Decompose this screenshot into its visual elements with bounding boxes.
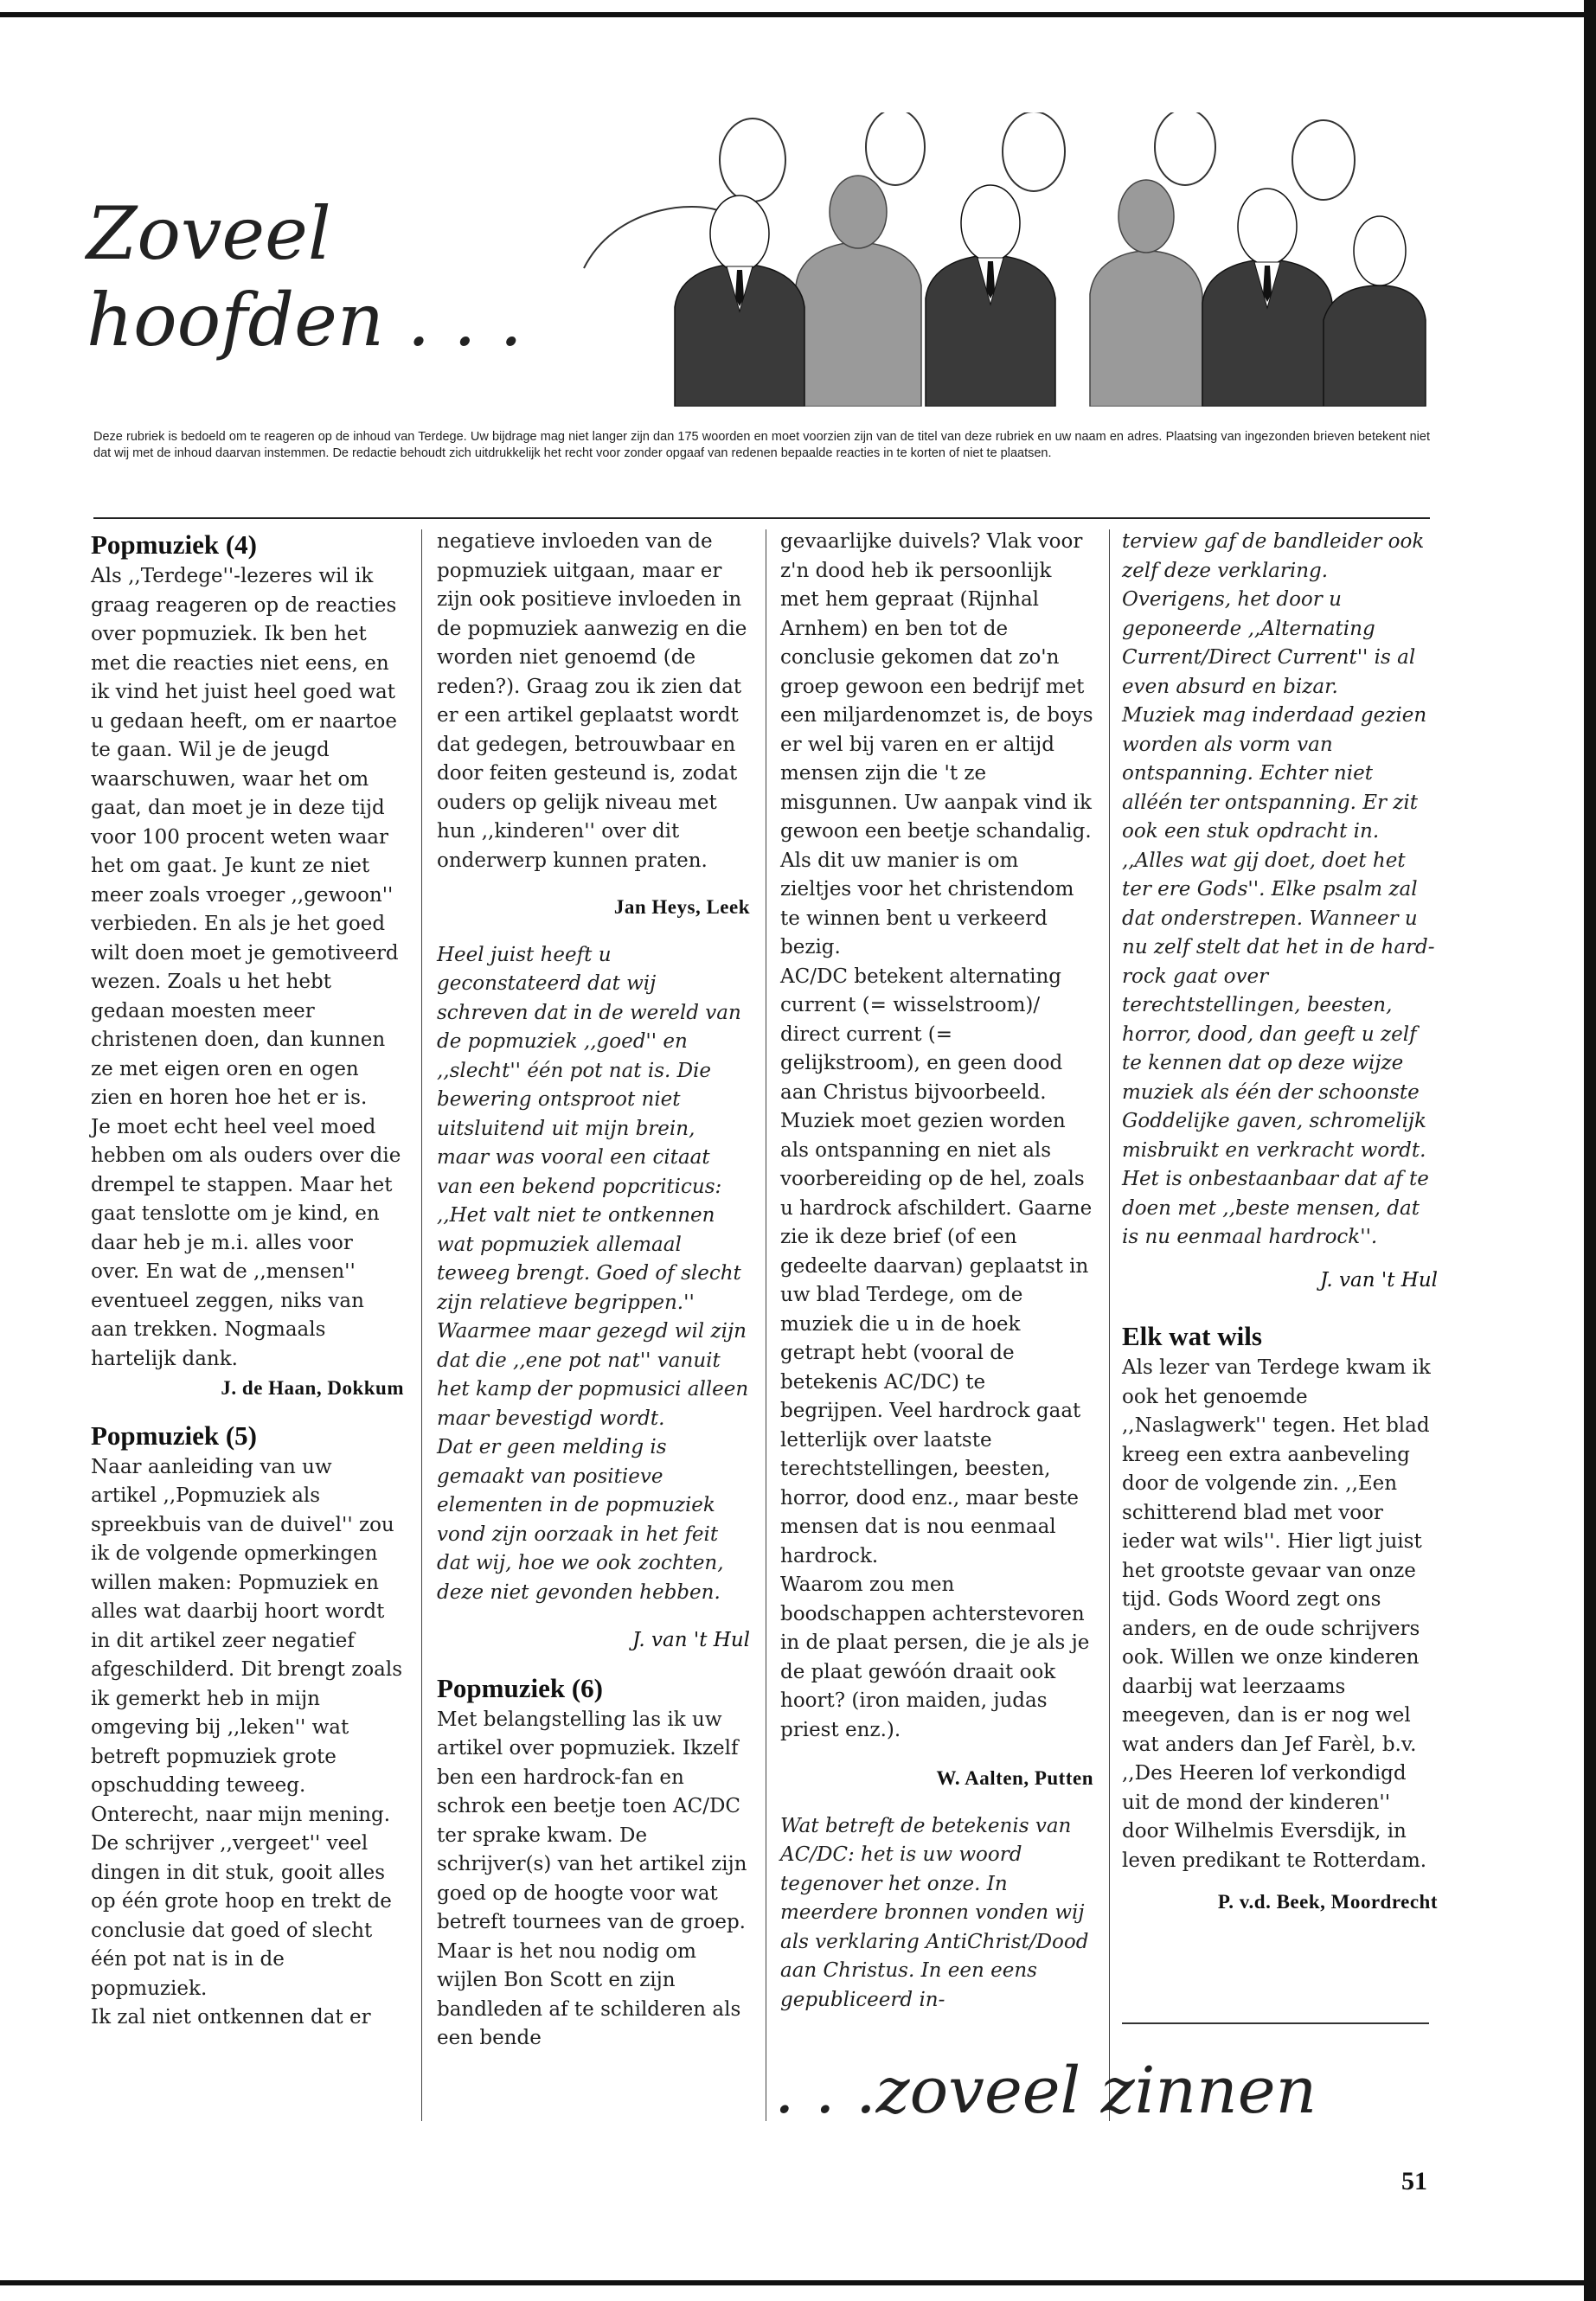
title-line-2: hoofden . . . bbox=[87, 278, 523, 362]
letter-popmuziek-6: Met belangstelling las ik uw artikel over popmuziek. Ikzelf ben een hardrock-fan en schrok een beetje toen AC/DC ter sprake kwam. De schrijver(s) van het artikel zijn goed op de hoogte voor wat betreft tournees van de groep. Maar is het nou nodig om wijlen Bon Scott en zijn bandleden af te schilderen als een bende bbox=[437, 1708, 747, 2049]
letter-popmuziek-6-continued: gevaarlijke duivels? Vlak voor z'n dood heb ik persoonlijk met hem gepraat (Rijnhal Arnhem) en ben tot de conclusie gekomen dat zo'n groep gewoon een bedrijf met een miljardenomzet is, de boys er wel bij varen en er altijd mensen zijn die 't ze misgunnen. Uw aanpak vind ik gewoon een beetje schandalig. Als dit uw manier is om zieltjes voor het christendom te winnen bent u verkeerd bezig. AC/DC betekent alternating current (= wisselstroom)/ direct current (= gelijkstroom), en geen dood aan Christus bijvoorbeeld. Muziek moet gezien worden als ontspanning en niet als voorbereiding op de hel, zoals u hardrock afschildert. Gaarne zie ik deze brief (of een gedeelte daarvan) geplaatst in uw blad Terdege, om de muziek die u in de hoek getrapt hebt (vooral de betekenis AC/DC) te begrijpen. Veel hardrock gaat letterlijk over laatste terechtstellingen, beesten, horror, dood enz., maar beste mensen dat is nou eenmaal hardrock. Waarom zou men boodschappen achterstevoren in de plaat persen, die je als je de plaat gewóón draait ook hoort? (iron maiden, judas priest enz.). bbox=[780, 530, 1093, 1741]
signature-heys: Jan Heys, Leek bbox=[613, 896, 750, 918]
signature-van-t-hul-1: J. van 't Hul bbox=[632, 1629, 750, 1651]
heading-popmuziek-5: Popmuziek (5) bbox=[91, 1420, 258, 1451]
footer-title: . . .zoveel zinnen bbox=[774, 2054, 1317, 2128]
letter-popmuziek-5: Naar aanleiding van uw artikel ,,Popmuziek als spreekbuis van de duivel'' zou ik de volgende opmerkingen willen maken: Popmuziek en alles wat daarbij hoort wordt in dit artikel zeer negatief afgeschilderd. Dit brengt zoals ik gemerkt heb in mijn omgeving bij ,,leken'' wat betreft popmuziek grote opschudding teweeg. Onterecht, naar mijn mening. De schrijver ,,vergeet'' veel dingen in dit stuk, gooit alles op één grote hoop en trekt de conclusie dat goed of slecht één pot nat is in de popmuziek. Ik zal niet ontkennen dat er bbox=[91, 1455, 403, 2029]
page-number: 51 bbox=[1401, 2167, 1427, 2195]
column-1 bbox=[91, 528, 404, 2033]
signature-van-t-hul-2: J. van 't Hul bbox=[1320, 1268, 1438, 1292]
heading-elk-wat-wils: Elk wat wils bbox=[1122, 1321, 1262, 1351]
footer-divider bbox=[1122, 2022, 1429, 2024]
signature-de-haan: J. de Haan, Dokkum bbox=[221, 1377, 404, 1399]
page-title bbox=[87, 190, 522, 363]
editorial-reply-2: Wat betreft de betekenis van AC/DC: het is uw woord tegenover het onze. In meerdere bronnen vonden wij als verklaring AntiChrist/Dood aan Christus. In een eens gepubliceerd in- bbox=[780, 1814, 1089, 2011]
intro-text: Deze rubriek is bedoeld om te reageren op de inhoud van Terdege. Uw bijdrage mag niet langer zijn dan 175 woorden en moet voorzien zijn van de titel van deze rubriek en uw naam en adres. Plaatsing van ingezonden brieven betekent niet dat wij met de inhoud daarvan instemmen. De redactie behoudt zich uitdrukkelijk het recht voor zonder opgaaf van redenen bepaalde reacties in te korten of niet te plaatsen. bbox=[93, 430, 1430, 460]
column-divider-3 bbox=[1109, 529, 1110, 2121]
editorial-reply-1: Heel juist heeft u geconstateerd dat wij schreven dat in de wereld van de popmuziek ,,goed'' en ,,slecht'' één pot nat is. Die bewering ontsproot niet uitsluitend uit mijn brein, maar was vooral een citaat van een bekend popcriticus: ,,Het valt niet te ontkennen wat popmuziek allemaal teweeg brengt. Goed of slecht zijn relatieve begrippen.'' Waarmee maar gezegd wil zijn dat die ,,ene pot nat'' vanuit het kamp der popmusici alleen maar bevestigd wordt. Dat er geen melding is gemaakt van positieve elementen in de popmuziek vond zijn oorzaak in het feit dat wij, hoe we ook zochten, deze niet gevonden hebben. bbox=[437, 943, 749, 1604]
column-3 bbox=[780, 528, 1093, 2015]
letter-elk-wat-wils: Als lezer van Terdege kwam ik ook het genoemde ,,Naslagwerk'' tegen. Het blad kreeg een extra aanbeveling door de volgende zin. ,,Een schitterend blad met voor ieder wat wils''. Hier ligt juist het grootste gevaar van onze tijd. Gods Woord zegt ons anders, en de oude schrijvers ook. Willen we onze kinderen daarbij wat leerzaams meegeven, dan is er nog wel wat anders dan Jef Farèl, b.v. ,,Des Heeren lof verkondigd uit de mond der kinderen'' door Wilhelmis Eversdijk, in leven predikant te Rotterdam. bbox=[1122, 1356, 1431, 1872]
crowd-illustration bbox=[580, 112, 1427, 407]
heading-popmuziek-4: Popmuziek (4) bbox=[91, 529, 258, 560]
editorial-reply-2-continued: terview gaf de bandleider ook zelf deze verklaring. Overigens, het door u geponeerde ,,Alternating Current/Direct Current'' is al even absurd en bizar. Muziek mag inderdaad gezien worden als vorm van ontspanning. Echter niet alléén ter ontspanning. Er zit ook een stuk opdracht in. ,,Alles wat gij doet, doet het ter ere Gods''. Elke psalm zal dat onderstrepen. Wanneer u nu zelf stelt dat het in de hard-rock gaat over terechtstellingen, beesten, horror, dood, dan geeft u zelf te kennen dat op deze wijze muziek als één der schoonste Goddelijke gaven, schromelijk misbruikt en verkracht wordt. Het is onbestaanbaar dat af te doen met ,,beste mensen, dat is nu eenmaal hardrock''. bbox=[1122, 530, 1435, 1248]
column-divider-1 bbox=[421, 529, 422, 2121]
column-4 bbox=[1122, 528, 1438, 1917]
scan-border-right bbox=[1584, 0, 1596, 2301]
letter-popmuziek-4: Als ,,Terdege''-lezeres wil ik graag reageren op de reacties over popmuziek. Ik ben het met die reacties niet eens, en ik vind het juist heel goed wat u gedaan heeft, om er naartoe te gaan. Wil je de jeugd waarschuwen, waar het om gaat, dan moet je in deze tijd voor 100 procent weten waar het om gaat. Je kunt ze niet meer zoals vroeger ,,gewoon'' verbieden. En als je het goed wilt doen moet je gemotiveerd wezen. Zoals u het hebt gedaan moesten meer christenen doen, dan kunnen ze met eigen oren en ogen zien en horen hoe het er is. Je moet echt heel veel moed hebben om als ouders over die drempel te stappen. Maar het gaat tenslotte om je kind, en daar heb je m.i. alles voor over. En wat de ,,mensen'' eventueel zeggen, niks van aan trekken. Nogmaals hartelijk dank. bbox=[91, 565, 401, 1370]
signature-van-der-beek: P. v.d. Beek, Moordrecht bbox=[1217, 1891, 1438, 1913]
title-line-1: Zoveel bbox=[87, 191, 331, 276]
scan-border-top bbox=[0, 12, 1596, 17]
heading-popmuziek-6: Popmuziek (6) bbox=[437, 1672, 604, 1703]
scan-border-bottom bbox=[0, 2280, 1596, 2285]
signature-aalten: W. Aalten, Putten bbox=[936, 1767, 1093, 1789]
header-divider bbox=[93, 517, 1430, 519]
letter-popmuziek-5-continued: negatieve invloeden van de popmuziek uitgaan, maar er zijn ook positieve invloeden in de popmuziek aanwezig en die worden niet genoemd (de reden?). Graag zou ik zien dat er een artikel geplaatst wordt dat gedegen, betrouwbaar en door feiten gesteund is, zodat ouders op gelijk niveau met hun ,,kinderen'' over dit onderwerp kunnen praten. bbox=[437, 530, 747, 872]
column-2 bbox=[437, 528, 750, 2054]
